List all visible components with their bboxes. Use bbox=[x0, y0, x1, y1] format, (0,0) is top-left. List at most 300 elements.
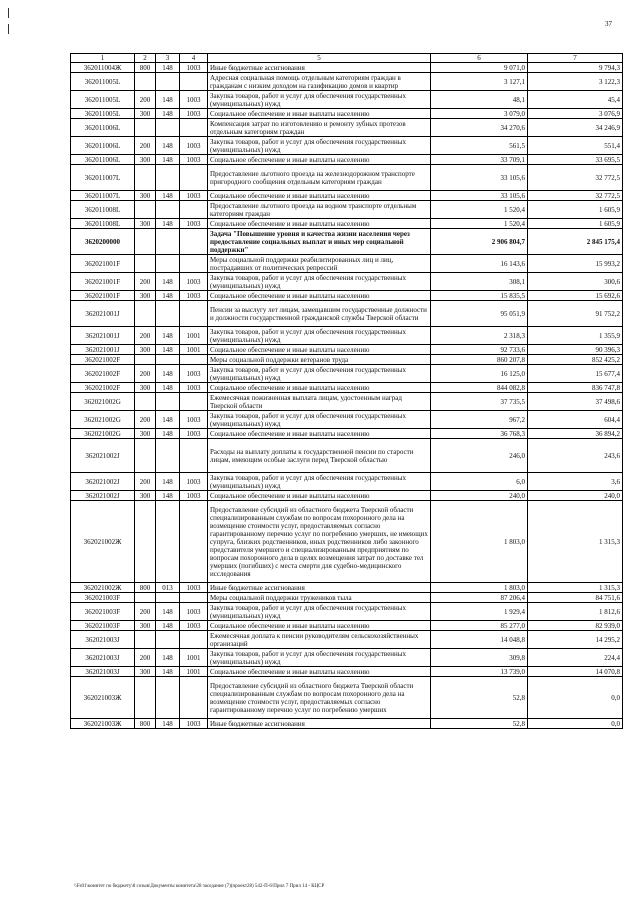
value-col7: 82 939,0 bbox=[528, 621, 623, 631]
section-code bbox=[180, 439, 208, 473]
section-code: 1001 bbox=[180, 345, 208, 355]
section-code bbox=[180, 73, 208, 91]
vr-code: 800 bbox=[135, 63, 156, 73]
vr-code: 300 bbox=[135, 491, 156, 501]
table-row bbox=[71, 63, 623, 73]
table-row bbox=[71, 719, 623, 729]
value-col6: 1 520,4 bbox=[431, 219, 528, 229]
row-name: Задача "Повышение уровня и качества жизни населения через предоставление социальных выплат и иных мер социальной поддержки" bbox=[208, 229, 431, 255]
value-col7: 3 122,3 bbox=[528, 73, 623, 91]
value-col6: 92 733,6 bbox=[431, 345, 528, 355]
row-name: Ежемесячная пожизненная выплата лицам, удостоенным наград Тверской области bbox=[208, 393, 431, 411]
table-row bbox=[71, 501, 623, 583]
row-name: Иные бюджетные ассигнования bbox=[208, 719, 431, 729]
vr-code: 300 bbox=[135, 667, 156, 677]
value-col7: 300,6 bbox=[528, 273, 623, 291]
value-col7: 1 605,9 bbox=[528, 201, 623, 219]
value-col7: 37 498,6 bbox=[528, 393, 623, 411]
section-code: 1003 bbox=[180, 219, 208, 229]
value-col7: 3,6 bbox=[528, 473, 623, 491]
row-code: 362021001F bbox=[71, 255, 135, 273]
value-col6: 33 105,6 bbox=[431, 165, 528, 191]
value-col7: 1 315,3 bbox=[528, 501, 623, 583]
row-code: 362021003F bbox=[71, 603, 135, 621]
value-col6: 6,0 bbox=[431, 473, 528, 491]
section-code: 1003 bbox=[180, 621, 208, 631]
gr-code: 148 bbox=[156, 327, 180, 345]
row-code: 362021003J bbox=[71, 649, 135, 667]
value-col6: 240,0 bbox=[431, 491, 528, 501]
vr-code bbox=[135, 501, 156, 583]
gr-code: 148 bbox=[156, 109, 180, 119]
row-name: Социальное обеспечение и иные выплаты населению bbox=[208, 429, 431, 439]
value-col7: 15 677,4 bbox=[528, 365, 623, 383]
table-body bbox=[71, 54, 623, 729]
section-code: 1003 bbox=[180, 429, 208, 439]
row-code: 362021002F bbox=[71, 383, 135, 393]
vr-code bbox=[135, 201, 156, 219]
vr-code bbox=[135, 165, 156, 191]
header-cell: 6 bbox=[431, 54, 528, 63]
gr-code: 148 bbox=[156, 603, 180, 621]
gr-code: 148 bbox=[156, 291, 180, 301]
value-col7: 90 396,3 bbox=[528, 345, 623, 355]
row-name: Меры социальной поддержки ветеранов труда bbox=[208, 355, 431, 365]
value-col6: 308,1 bbox=[431, 273, 528, 291]
row-name: Иные бюджетные ассигнования bbox=[208, 583, 431, 593]
row-code: 362021001J bbox=[71, 345, 135, 355]
row-code: 362021003Ж bbox=[71, 719, 135, 729]
section-code bbox=[180, 229, 208, 255]
value-col6: 309,8 bbox=[431, 649, 528, 667]
value-col7: 1 605,9 bbox=[528, 219, 623, 229]
gr-code: 148 bbox=[156, 491, 180, 501]
row-code: 362021002Ж bbox=[71, 501, 135, 583]
file-path-footer: \\Fs01\комитет по бюджету\8 созыв\Документы комитета\28 заседание (7)(проект28) 542-П-6\Прил 7 Прил 14 - КЦСР bbox=[74, 884, 325, 889]
value-col7: 32 772,5 bbox=[528, 191, 623, 201]
section-code: 1003 bbox=[180, 365, 208, 383]
row-name: Предоставление субсидий из областного бюджета Тверской области специализированным службам по вопросам похоронного дела на возмещение стоимости услуг, предоставляемых согласно гарантированному перечню услуг по погребению умерших, не имеющих супруга, близких родственников, иных родственников либо законного представителя умершего и специализированным предприятиям по вопросам похоронного дела в целях возмещения затрат по доставке тел умерших (погибших) с места смерти для судебно-медицинского исследования bbox=[208, 501, 431, 583]
value-col6: 967,2 bbox=[431, 411, 528, 429]
vr-code: 300 bbox=[135, 109, 156, 119]
row-code: 362021002G bbox=[71, 411, 135, 429]
row-name: Предоставление льготного проезда на железнодорожном транспорте пригородного сообщения отдельным категориям граждан bbox=[208, 165, 431, 191]
gr-code bbox=[156, 677, 180, 719]
table-row bbox=[71, 345, 623, 355]
value-col7: 836 747,8 bbox=[528, 383, 623, 393]
value-col6: 3 079,0 bbox=[431, 109, 528, 119]
row-code: 362021003F bbox=[71, 593, 135, 603]
value-col6: 16 125,0 bbox=[431, 365, 528, 383]
table-row bbox=[71, 165, 623, 191]
header-cell: 7 bbox=[528, 54, 623, 63]
row-code: 362021002J bbox=[71, 473, 135, 491]
value-col7: 84 751,6 bbox=[528, 593, 623, 603]
section-code: 1003 bbox=[180, 155, 208, 165]
table-row bbox=[71, 91, 623, 109]
row-code: 362021002G bbox=[71, 393, 135, 411]
row-code: 362011006L bbox=[71, 119, 135, 137]
table-row bbox=[71, 649, 623, 667]
table-row bbox=[71, 201, 623, 219]
header-cell: 4 bbox=[180, 54, 208, 63]
section-code: 1003 bbox=[180, 273, 208, 291]
header-cell: 1 bbox=[71, 54, 135, 63]
gr-code bbox=[156, 355, 180, 365]
value-col6: 1 803,0 bbox=[431, 583, 528, 593]
value-col7: 14 295,2 bbox=[528, 631, 623, 649]
row-name: Социальное обеспечение и иные выплаты населению bbox=[208, 291, 431, 301]
row-code: 362011007L bbox=[71, 165, 135, 191]
value-col7: 0,0 bbox=[528, 677, 623, 719]
row-name: Социальное обеспечение и иные выплаты населению bbox=[208, 345, 431, 355]
row-name: Закупка товаров, работ и услуг для обеспечения государственных (муниципальных) нужд bbox=[208, 327, 431, 345]
gr-code: 148 bbox=[156, 667, 180, 677]
value-col7: 551,4 bbox=[528, 137, 623, 155]
value-col6: 2 318,3 bbox=[431, 327, 528, 345]
row-name: Расходы на выплату доплаты к государственной пенсии по старости лицам, имеющим особые заслуги перед Тверской областью bbox=[208, 439, 431, 473]
section-code: 1001 bbox=[180, 327, 208, 345]
table-row bbox=[71, 137, 623, 155]
gr-code bbox=[156, 593, 180, 603]
vr-code: 300 bbox=[135, 219, 156, 229]
gr-code: 013 bbox=[156, 583, 180, 593]
row-name: Компенсация затрат по изготовлению и ремонту зубных протезов отдельным категориям граждан bbox=[208, 119, 431, 137]
gr-code bbox=[156, 119, 180, 137]
value-col6: 52,8 bbox=[431, 719, 528, 729]
vr-code: 300 bbox=[135, 383, 156, 393]
section-code bbox=[180, 119, 208, 137]
table-row bbox=[71, 219, 623, 229]
row-name: Предоставление субсидий из областного бюджета Тверской области специализированным службам по вопросам похоронного дела на возмещение стоимости услуг, предоставляемых согласно гарантированному перечню услуг по погребению умерших bbox=[208, 677, 431, 719]
row-name: Закупка товаров, работ и услуг для обеспечения государственных (муниципальных) нужд bbox=[208, 603, 431, 621]
row-name: Социальное обеспечение и иные выплаты населению bbox=[208, 191, 431, 201]
row-code: 362011008L bbox=[71, 219, 135, 229]
row-code: 362021001F bbox=[71, 273, 135, 291]
value-col6: 13 739,0 bbox=[431, 667, 528, 677]
value-col7: 33 695,5 bbox=[528, 155, 623, 165]
table-row bbox=[71, 191, 623, 201]
row-name: Закупка товаров, работ и услуг для обеспечения государственных (муниципальных) нужд bbox=[208, 91, 431, 109]
value-col7: 224,4 bbox=[528, 649, 623, 667]
budget-table bbox=[70, 53, 623, 729]
vr-code bbox=[135, 119, 156, 137]
gr-code: 148 bbox=[156, 91, 180, 109]
value-col6: 34 270,6 bbox=[431, 119, 528, 137]
value-col7: 9 794,3 bbox=[528, 63, 623, 73]
row-name: Социальное обеспечение и иные выплаты населению bbox=[208, 383, 431, 393]
gr-code: 148 bbox=[156, 473, 180, 491]
value-col7: 1 812,6 bbox=[528, 603, 623, 621]
vr-code bbox=[135, 393, 156, 411]
value-col7: 240,0 bbox=[528, 491, 623, 501]
value-col6: 37 735,5 bbox=[431, 393, 528, 411]
value-col6: 860 207,8 bbox=[431, 355, 528, 365]
table-row bbox=[71, 439, 623, 473]
gr-code: 148 bbox=[156, 365, 180, 383]
row-code: 362021002F bbox=[71, 355, 135, 365]
vr-code: 300 bbox=[135, 345, 156, 355]
table-row bbox=[71, 593, 623, 603]
vr-code: 200 bbox=[135, 649, 156, 667]
row-code: 362011005L bbox=[71, 109, 135, 119]
row-name: Социальное обеспечение и иные выплаты населению bbox=[208, 667, 431, 677]
gr-code: 148 bbox=[156, 345, 180, 355]
margin-mark bbox=[8, 8, 9, 18]
value-col6: 1 803,0 bbox=[431, 501, 528, 583]
value-col6: 1 520,4 bbox=[431, 201, 528, 219]
section-code: 1003 bbox=[180, 411, 208, 429]
value-col6: 2 906 804,7 bbox=[431, 229, 528, 255]
vr-code: 300 bbox=[135, 155, 156, 165]
gr-code bbox=[156, 393, 180, 411]
row-code: 362021002Ж bbox=[71, 583, 135, 593]
row-name: Адресная социальная помощь отдельным категориям граждан в гражданам с низким доходом на газификацию домов и квартир bbox=[208, 73, 431, 91]
section-code bbox=[180, 593, 208, 603]
value-col7: 45,4 bbox=[528, 91, 623, 109]
row-name: Иные бюджетные ассигнования bbox=[208, 63, 431, 73]
row-code: 362021003J bbox=[71, 667, 135, 677]
row-name: Социальное обеспечение и иные выплаты населению bbox=[208, 491, 431, 501]
gr-code: 148 bbox=[156, 155, 180, 165]
section-code: 1003 bbox=[180, 91, 208, 109]
table-row bbox=[71, 273, 623, 291]
vr-code: 300 bbox=[135, 191, 156, 201]
value-col6: 52,8 bbox=[431, 677, 528, 719]
table-row bbox=[71, 393, 623, 411]
section-code: 1003 bbox=[180, 291, 208, 301]
header-cell: 5 bbox=[208, 54, 431, 63]
value-col7: 14 070,8 bbox=[528, 667, 623, 677]
table-row bbox=[71, 473, 623, 491]
value-col7: 91 752,2 bbox=[528, 301, 623, 327]
vr-code bbox=[135, 255, 156, 273]
row-name: Закупка товаров, работ и услуг для обеспечения государственных (муниципальных) нужд bbox=[208, 365, 431, 383]
value-col7: 3 076,9 bbox=[528, 109, 623, 119]
section-code bbox=[180, 165, 208, 191]
value-col7: 34 246,9 bbox=[528, 119, 623, 137]
value-col6: 87 206,4 bbox=[431, 593, 528, 603]
table-row bbox=[71, 155, 623, 165]
value-col7: 243,6 bbox=[528, 439, 623, 473]
table-row bbox=[71, 677, 623, 719]
row-code: 362021002F bbox=[71, 365, 135, 383]
section-code: 1003 bbox=[180, 719, 208, 729]
value-col6: 15 835,5 bbox=[431, 291, 528, 301]
gr-code: 148 bbox=[156, 719, 180, 729]
row-name: Закупка товаров, работ и услуг для обеспечения государственных (муниципальных) нужд bbox=[208, 137, 431, 155]
row-name: Закупка товаров, работ и услуг для обеспечения государственных (муниципальных) нужд bbox=[208, 473, 431, 491]
gr-code bbox=[156, 301, 180, 327]
value-col7: 852 425,2 bbox=[528, 355, 623, 365]
value-col6: 14 048,8 bbox=[431, 631, 528, 649]
row-name: Социальное обеспечение и иные выплаты населению bbox=[208, 109, 431, 119]
section-code: 1003 bbox=[180, 137, 208, 155]
table-row bbox=[71, 429, 623, 439]
value-col6: 85 277,0 bbox=[431, 621, 528, 631]
row-name: Ежемесячная доплата к пенсии руководителям сельскохозяйственных организаций bbox=[208, 631, 431, 649]
table-row bbox=[71, 621, 623, 631]
row-name: Социальное обеспечение и иные выплаты населению bbox=[208, 219, 431, 229]
table-row bbox=[71, 291, 623, 301]
table-row bbox=[71, 327, 623, 345]
value-col6: 1 929,4 bbox=[431, 603, 528, 621]
row-code: 362011006L bbox=[71, 137, 135, 155]
gr-code: 148 bbox=[156, 411, 180, 429]
table-row bbox=[71, 229, 623, 255]
value-col6: 246,0 bbox=[431, 439, 528, 473]
row-name: Меры социальной поддержки реабилитированных лиц и лиц, пострадавших от политических репрессий bbox=[208, 255, 431, 273]
gr-code bbox=[156, 73, 180, 91]
section-code bbox=[180, 631, 208, 649]
row-code: 362021003F bbox=[71, 621, 135, 631]
row-name: Закупка товаров, работ и услуг для обеспечения государственных (муниципальных) нужд bbox=[208, 273, 431, 291]
header-cell: 2 bbox=[135, 54, 156, 63]
margin-mark bbox=[8, 24, 9, 34]
section-code: 1003 bbox=[180, 603, 208, 621]
section-code: 1003 bbox=[180, 109, 208, 119]
section-code: 1003 bbox=[180, 491, 208, 501]
section-code bbox=[180, 501, 208, 583]
table-row bbox=[71, 301, 623, 327]
row-code: 362021003J bbox=[71, 631, 135, 649]
row-code: 362021001F bbox=[71, 291, 135, 301]
value-col7: 604,4 bbox=[528, 411, 623, 429]
section-code bbox=[180, 201, 208, 219]
table-row bbox=[71, 355, 623, 365]
table-row bbox=[71, 603, 623, 621]
section-code: 1003 bbox=[180, 383, 208, 393]
value-col7: 32 772,5 bbox=[528, 165, 623, 191]
row-code: 362021001J bbox=[71, 327, 135, 345]
vr-code: 300 bbox=[135, 291, 156, 301]
row-name: Пенсии за выслугу лет лицам, замещавшим государственные должности и должности государственной гражданской службы Тверской области bbox=[208, 301, 431, 327]
gr-code: 148 bbox=[156, 219, 180, 229]
gr-code: 148 bbox=[156, 621, 180, 631]
section-code bbox=[180, 355, 208, 365]
section-code: 1001 bbox=[180, 667, 208, 677]
vr-code bbox=[135, 301, 156, 327]
row-code: 3620200000 bbox=[71, 229, 135, 255]
row-name: Социальное обеспечение и иные выплаты населению bbox=[208, 155, 431, 165]
value-col7: 15 993,2 bbox=[528, 255, 623, 273]
vr-code bbox=[135, 631, 156, 649]
gr-code: 148 bbox=[156, 273, 180, 291]
gr-code: 148 bbox=[156, 63, 180, 73]
vr-code: 800 bbox=[135, 719, 156, 729]
value-col7: 36 894,2 bbox=[528, 429, 623, 439]
table-row bbox=[71, 411, 623, 429]
section-code: 1003 bbox=[180, 63, 208, 73]
vr-code: 200 bbox=[135, 365, 156, 383]
vr-code: 300 bbox=[135, 429, 156, 439]
vr-code bbox=[135, 229, 156, 255]
gr-code bbox=[156, 201, 180, 219]
row-name: Предоставление льготного проезда на водном транспорте отдельным категориям граждан bbox=[208, 201, 431, 219]
row-code: 362011005L bbox=[71, 73, 135, 91]
gr-code: 148 bbox=[156, 137, 180, 155]
gr-code bbox=[156, 229, 180, 255]
vr-code: 200 bbox=[135, 327, 156, 345]
header-row bbox=[71, 54, 623, 63]
row-code: 362011005L bbox=[71, 91, 135, 109]
row-code: 362011006L bbox=[71, 155, 135, 165]
value-col6: 844 082,8 bbox=[431, 383, 528, 393]
value-col6: 33 709,1 bbox=[431, 155, 528, 165]
row-code: 362011008L bbox=[71, 201, 135, 219]
section-code bbox=[180, 301, 208, 327]
section-code: 1003 bbox=[180, 473, 208, 491]
gr-code bbox=[156, 165, 180, 191]
value-col7: 2 845 175,4 bbox=[528, 229, 623, 255]
value-col6: 33 105,6 bbox=[431, 191, 528, 201]
gr-code: 148 bbox=[156, 649, 180, 667]
row-code: 362021001J bbox=[71, 301, 135, 327]
row-name: Социальное обеспечение и иные выплаты населению bbox=[208, 621, 431, 631]
row-name: Меры социальной поддержки тружеников тыла bbox=[208, 593, 431, 603]
table-row bbox=[71, 109, 623, 119]
section-code bbox=[180, 677, 208, 719]
table-row bbox=[71, 631, 623, 649]
vr-code: 200 bbox=[135, 273, 156, 291]
section-code bbox=[180, 393, 208, 411]
row-name: Закупка товаров, работ и услуг для обеспечения государственных (муниципальных) нужд bbox=[208, 411, 431, 429]
gr-code: 148 bbox=[156, 383, 180, 393]
table-row bbox=[71, 119, 623, 137]
table-row bbox=[71, 583, 623, 593]
section-code: 1001 bbox=[180, 649, 208, 667]
table-row bbox=[71, 255, 623, 273]
gr-code bbox=[156, 631, 180, 649]
gr-code bbox=[156, 255, 180, 273]
section-code: 1003 bbox=[180, 583, 208, 593]
value-col6: 36 768,3 bbox=[431, 429, 528, 439]
vr-code: 800 bbox=[135, 583, 156, 593]
value-col6: 16 143,6 bbox=[431, 255, 528, 273]
vr-code: 200 bbox=[135, 473, 156, 491]
table-row bbox=[71, 667, 623, 677]
vr-code: 300 bbox=[135, 621, 156, 631]
row-name: Закупка товаров, работ и услуг для обеспечения государственных (муниципальных) нужд bbox=[208, 649, 431, 667]
vr-code bbox=[135, 355, 156, 365]
value-col7: 0,0 bbox=[528, 719, 623, 729]
section-code: 1003 bbox=[180, 191, 208, 201]
row-code: 362021002G bbox=[71, 429, 135, 439]
value-col7: 1 355,9 bbox=[528, 327, 623, 345]
value-col6: 3 127,1 bbox=[431, 73, 528, 91]
vr-code: 200 bbox=[135, 91, 156, 109]
row-code: 362021002J bbox=[71, 439, 135, 473]
header-cell: 3 bbox=[156, 54, 180, 63]
vr-code bbox=[135, 439, 156, 473]
gr-code: 148 bbox=[156, 429, 180, 439]
gr-code bbox=[156, 439, 180, 473]
gr-code bbox=[156, 501, 180, 583]
table-row bbox=[71, 365, 623, 383]
row-code: 362021002J bbox=[71, 491, 135, 501]
row-code: 362011004Ж bbox=[71, 63, 135, 73]
vr-code bbox=[135, 73, 156, 91]
vr-code: 200 bbox=[135, 603, 156, 621]
table-row bbox=[71, 491, 623, 501]
value-col6: 561,5 bbox=[431, 137, 528, 155]
vr-code: 200 bbox=[135, 411, 156, 429]
value-col6: 9 071,0 bbox=[431, 63, 528, 73]
table-row bbox=[71, 73, 623, 91]
table-row bbox=[71, 383, 623, 393]
value-col7: 15 692,6 bbox=[528, 291, 623, 301]
value-col6: 95 051,9 bbox=[431, 301, 528, 327]
